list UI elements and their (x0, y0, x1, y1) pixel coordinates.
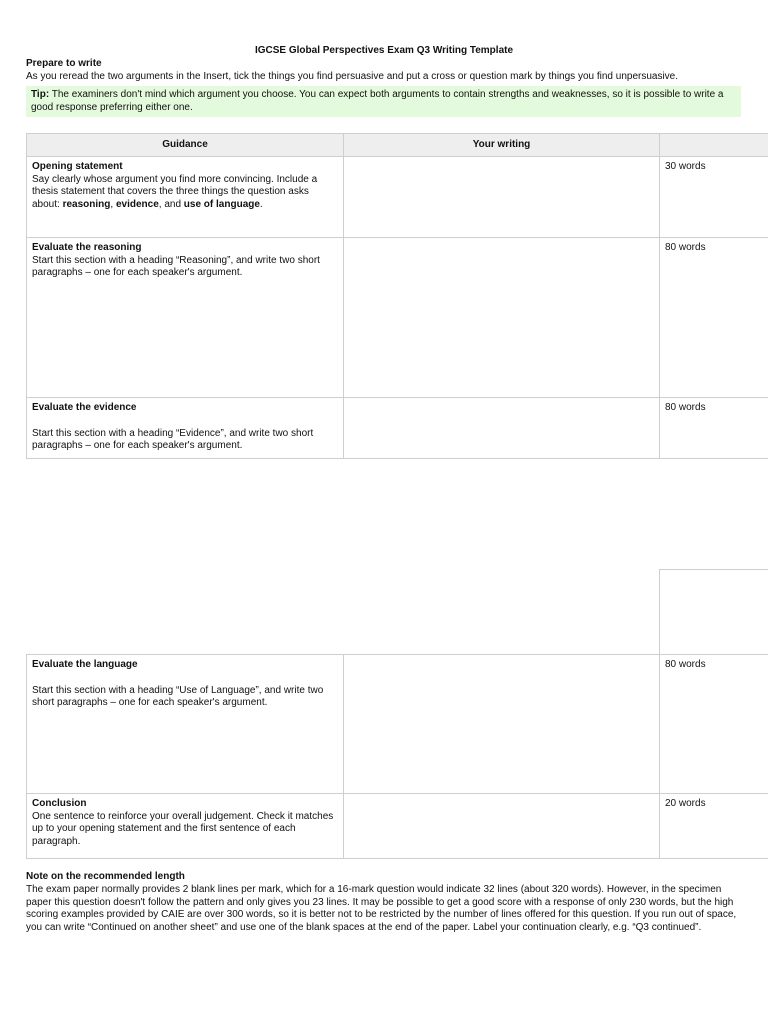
word-count-conclusion: 20 words (659, 793, 768, 859)
tip-label: Tip: (31, 89, 50, 100)
guidance-column-header: Guidance (26, 133, 344, 157)
writing-area-reasoning[interactable] (343, 237, 660, 398)
guidance-text: Start this section with a heading “Evidence”, and write two short paragraphs – one for each speaker's argument. (32, 427, 314, 451)
guidance-language (26, 654, 344, 794)
word-count-reasoning: 80 words (659, 237, 768, 398)
keyword-use-of-language: use of language (183, 198, 260, 210)
writing-area-opening-statement[interactable] (343, 156, 660, 238)
guidance-heading: Evaluate the evidence (32, 402, 137, 413)
keyword-reasoning: reasoning (62, 198, 111, 210)
sentence-end: . (259, 198, 263, 210)
guidance-evidence (26, 397, 344, 459)
guidance-text: Start this section with a heading “Use of Language”, and write two short paragraphs – one for each speaker's argument. (32, 684, 324, 708)
separator: , and (158, 198, 184, 210)
keyword-evidence: evidence (115, 198, 159, 210)
guidance-text: One sentence to reinforce your overall judgement. Check it matches up to your opening statement and the first sentence of each paragraph. (32, 810, 334, 847)
page-title: IGCSE Global Perspectives Exam Q3 Writing Template (254, 45, 514, 56)
tip-text: The examiners don't mind which argument you choose. You can expect both arguments to contain strengths and weaknesses, so it is possible to write a good response preferring either one. (31, 89, 724, 113)
prepare-heading: Prepare to write (26, 58, 102, 69)
writing-area-evidence[interactable] (343, 397, 660, 459)
guidance-heading: Evaluate the language (32, 659, 138, 670)
words-column-header (659, 133, 768, 157)
writing-column-header: Your writing (343, 133, 660, 157)
guidance-text: Say clearly whose argument you find more convincing. Include a thesis statement that covers the three things the question asks about: (32, 173, 318, 210)
word-count-language: 80 words (659, 654, 768, 794)
prepare-text: As you reread the two arguments in the Insert, tick the things you find persuasive and put a cross or question mark by things you find unpersuasive. (26, 71, 679, 82)
note-text: The exam paper normally provides 2 blank lines per mark, which for a 16-mark question would indicate 32 lines (about 320 words). However, in the specimen paper this question doesn't follow the pattern and only gives you 23 lines. It may be possible to get a good score with a response of only 230 words, but the high scoring examples provided by CAIE are over 300 words, so it is better not to be restricted by the number of lines offered for this question. If you run out of space, you can write “Continued on another sheet” and use one of the blank spaces at the end of the paper. Label your continuation clearly, e.g. “Q3 continued”. (26, 884, 737, 933)
word-count-opening-statement: 30 words (659, 156, 768, 238)
guidance-text: Start this section with a heading “Reasoning”, and write two short paragraphs – one for each speaker's argument. (32, 254, 320, 278)
word-count-evidence: 80 words (659, 397, 768, 459)
guidance-reasoning (26, 237, 344, 398)
writing-area-conclusion[interactable] (343, 793, 660, 859)
guidance-heading: Evaluate the reasoning (32, 242, 142, 253)
tip-box (26, 86, 741, 117)
guidance-heading: Opening statement (32, 161, 123, 172)
word-count-continuation-cell (659, 569, 768, 655)
writing-area-language[interactable] (343, 654, 660, 794)
guidance-heading: Conclusion (32, 798, 87, 809)
guidance-opening-statement (26, 156, 344, 238)
separator: , (110, 198, 116, 210)
note-heading: Note on the recommended length (26, 871, 185, 882)
guidance-conclusion (26, 793, 344, 859)
